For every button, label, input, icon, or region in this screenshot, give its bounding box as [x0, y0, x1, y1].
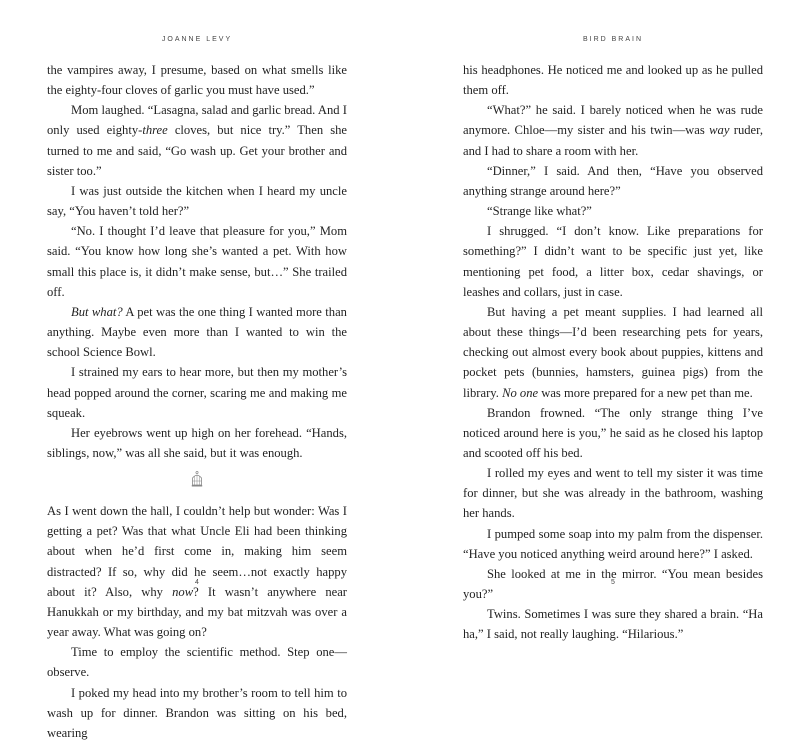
page-number: 4	[195, 579, 199, 586]
left-page	[47, 0, 347, 740]
paragraph: I was just outside the kitchen when I heard my uncle say, “You haven’t told her?”	[47, 183, 347, 219]
paragraph: I shrugged. “I don’t know. Like preparations for something?” I didn’t want to be specific just yet, like mentioning pet food, a litter box, cedar shavings, or leashes and collars, just in case.	[463, 224, 763, 299]
paragraph: the vampires away, I presume, based on what smells like the eighty-four cloves of garlic you must have used.”	[47, 63, 347, 98]
running-head-title: BIRD BRAIN	[582, 36, 644, 43]
left-page-body	[47, 60, 347, 743]
paragraph: Her eyebrows went up high on her forehead. “Hands, siblings, now,” was all she said, but it was enough.	[47, 425, 347, 460]
paragraph: Time to employ the scientific method. Step one—observe.	[47, 645, 347, 680]
paragraph: Mom laughed. “Lasagna, salad and garlic bread. And I only used eighty-three cloves, but nice try.” Then she turned to me and said, “Go wash up. Get your brother and sister too.”	[47, 103, 347, 178]
paragraph: I strained my ears to hear more, but then my mother’s head popped around the corner, scaring me and making me squeak.	[47, 365, 347, 420]
paragraph: I rolled my eyes and went to tell my sister it was time for dinner, but she was already in the bathroom, washing her hands.	[463, 466, 763, 521]
emphasis: now	[172, 584, 194, 599]
page-number: 5	[611, 579, 615, 586]
right-page-body	[463, 60, 763, 645]
emphasis: way	[709, 123, 730, 138]
paragraph: Twins. Sometimes I was sure they shared a brain. “Ha ha,” I said, not really laughing. “Hilarious.”	[463, 607, 763, 642]
paragraph: “What?” he said. I barely noticed when he was rude anymore. Chloe—my sister and his twin—was way ruder, and I had to share a room with her.	[463, 103, 763, 158]
emphasis: three	[142, 123, 168, 138]
paragraph: his headphones. He noticed me and looked up as he pulled them off.	[463, 63, 763, 98]
emphasis: But what?	[71, 304, 123, 319]
paragraph: I poked my head into my brother’s room to tell him to wash up for dinner. Brandon was sitting on his bed, wearing	[47, 685, 347, 740]
paragraph: “Dinner,” I said. And then, “Have you observed anything strange around here?”	[463, 163, 763, 198]
paragraph: She looked at me in the mirror. “You mean besides you?”	[463, 566, 763, 602]
paragraph: Brandon frowned. “The only strange thing I’ve noticed around here is you,” he said as he closed his laptop and scooted off his bed.	[463, 405, 763, 460]
section-break	[47, 463, 347, 501]
birdcage-icon	[191, 476, 203, 490]
right-page	[463, 0, 763, 642]
emphasis: No one	[502, 385, 539, 400]
paragraph: As I went down the hall, I couldn’t help but wonder: Was I getting a pet? Was that what Uncle Eli had been thinking about when he’d first come in, making him seem distracted? If so, why did he seem…not exactly happy about it? Also, why now? It wasn’t anywhere near Hanukkah or my birthday, and my bat mitzvah was over a year away. What was going on?	[47, 504, 347, 640]
paragraph: I pumped some soap into my palm from the dispenser. “Have you noticed anything weird around here?” I asked.	[463, 526, 763, 561]
paragraph: But having a pet meant supplies. I had learned all about these things—I’d been researching pets for years, checking out almost every book about puppies, kittens and pocket pets (bunnies, hamsters, guinea pigs) from the library. No one was more prepared for a new pet than me.	[463, 304, 763, 400]
running-head-author: JOANNE LEVY	[161, 36, 233, 43]
paragraph: “No. I thought I’d leave that pleasure for you,” Mom said. “You know how long she’s wanted a pet. With how small this place is, it didn’t make sense, but…” She trailed off.	[47, 224, 347, 299]
paragraph: “Strange like what?”	[487, 204, 592, 219]
paragraph: But what? A pet was the one thing I wanted more than anything. Maybe even more than I wanted to win the school Science Bowl.	[47, 304, 347, 360]
